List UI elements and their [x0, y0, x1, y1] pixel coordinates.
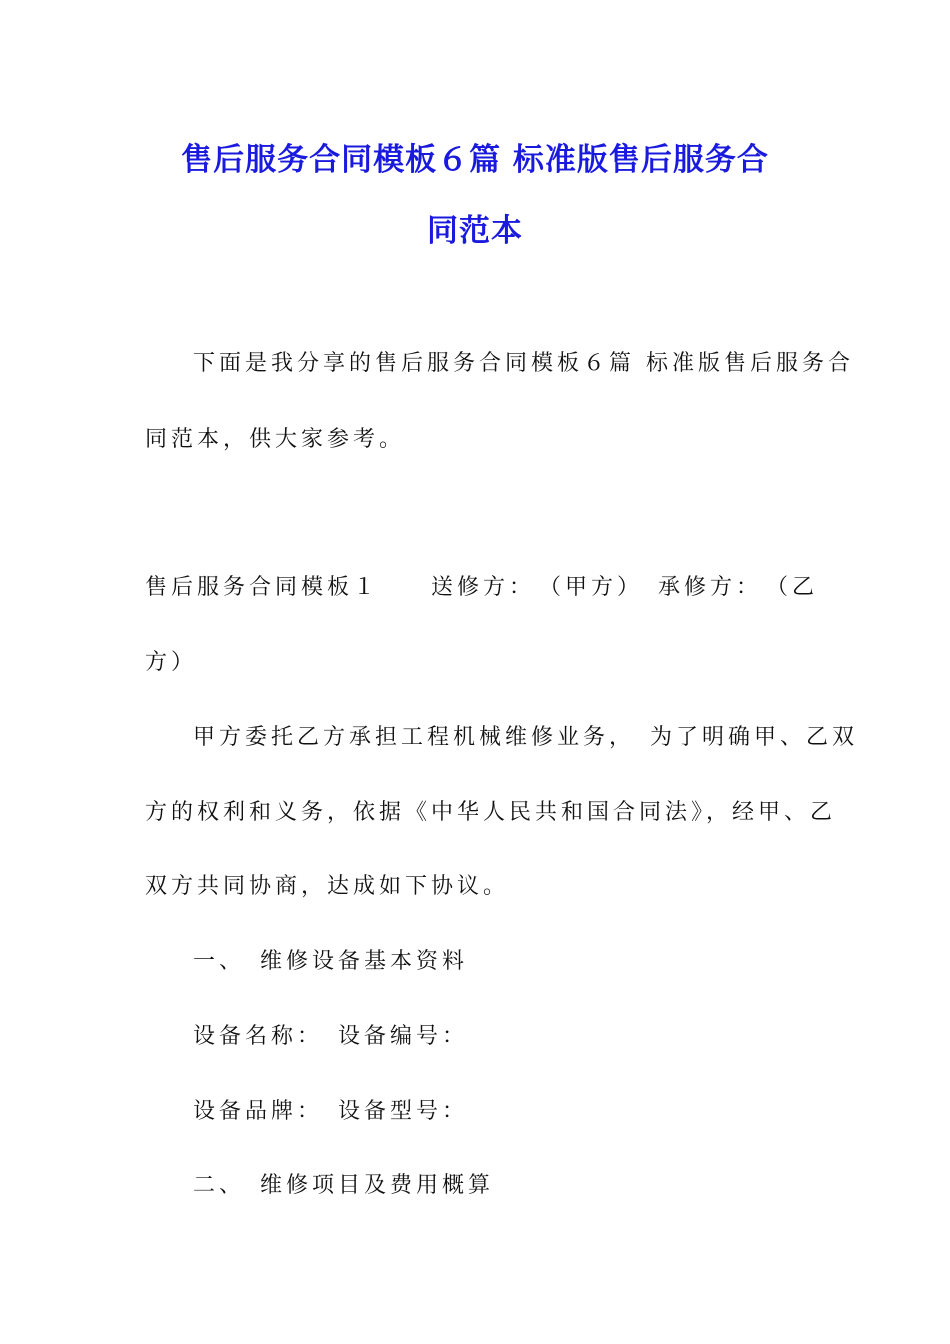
item-two-heading: 二、 维修项目及费用概算	[193, 1173, 495, 1198]
intro-line-1: 下面是我分享的售后服务合同模板６篇 标准版售后服务合	[193, 351, 854, 376]
item-one-heading: 一、 维修设备基本资料	[193, 949, 469, 974]
paragraph1-line-2: 方的权利和义务，依据《中华人民共和国合同法》，经甲、乙	[145, 800, 837, 825]
device-brand-line: 设备品牌： 设备型号：	[193, 1099, 469, 1124]
section1-header-line-2: 方）	[145, 650, 198, 675]
paragraph1-line-1: 甲方委托乙方承担工程机械维修业务， 为了明确甲、乙双	[193, 725, 859, 750]
paragraph1-line-3: 双方共同协商，达成如下协议。	[145, 874, 510, 899]
document-title-line-1: 售后服务合同模板６篇 标准版售后服务合	[181, 142, 769, 178]
section1-header-line-1: 售后服务合同模板１ 送修方： （甲方） 承修方： （乙	[145, 575, 819, 600]
intro-line-2: 同范本，供大家参考。	[145, 427, 406, 452]
device-name-line: 设备名称： 设备编号：	[193, 1024, 469, 1049]
document-title-line-2: 同范本	[427, 213, 523, 249]
